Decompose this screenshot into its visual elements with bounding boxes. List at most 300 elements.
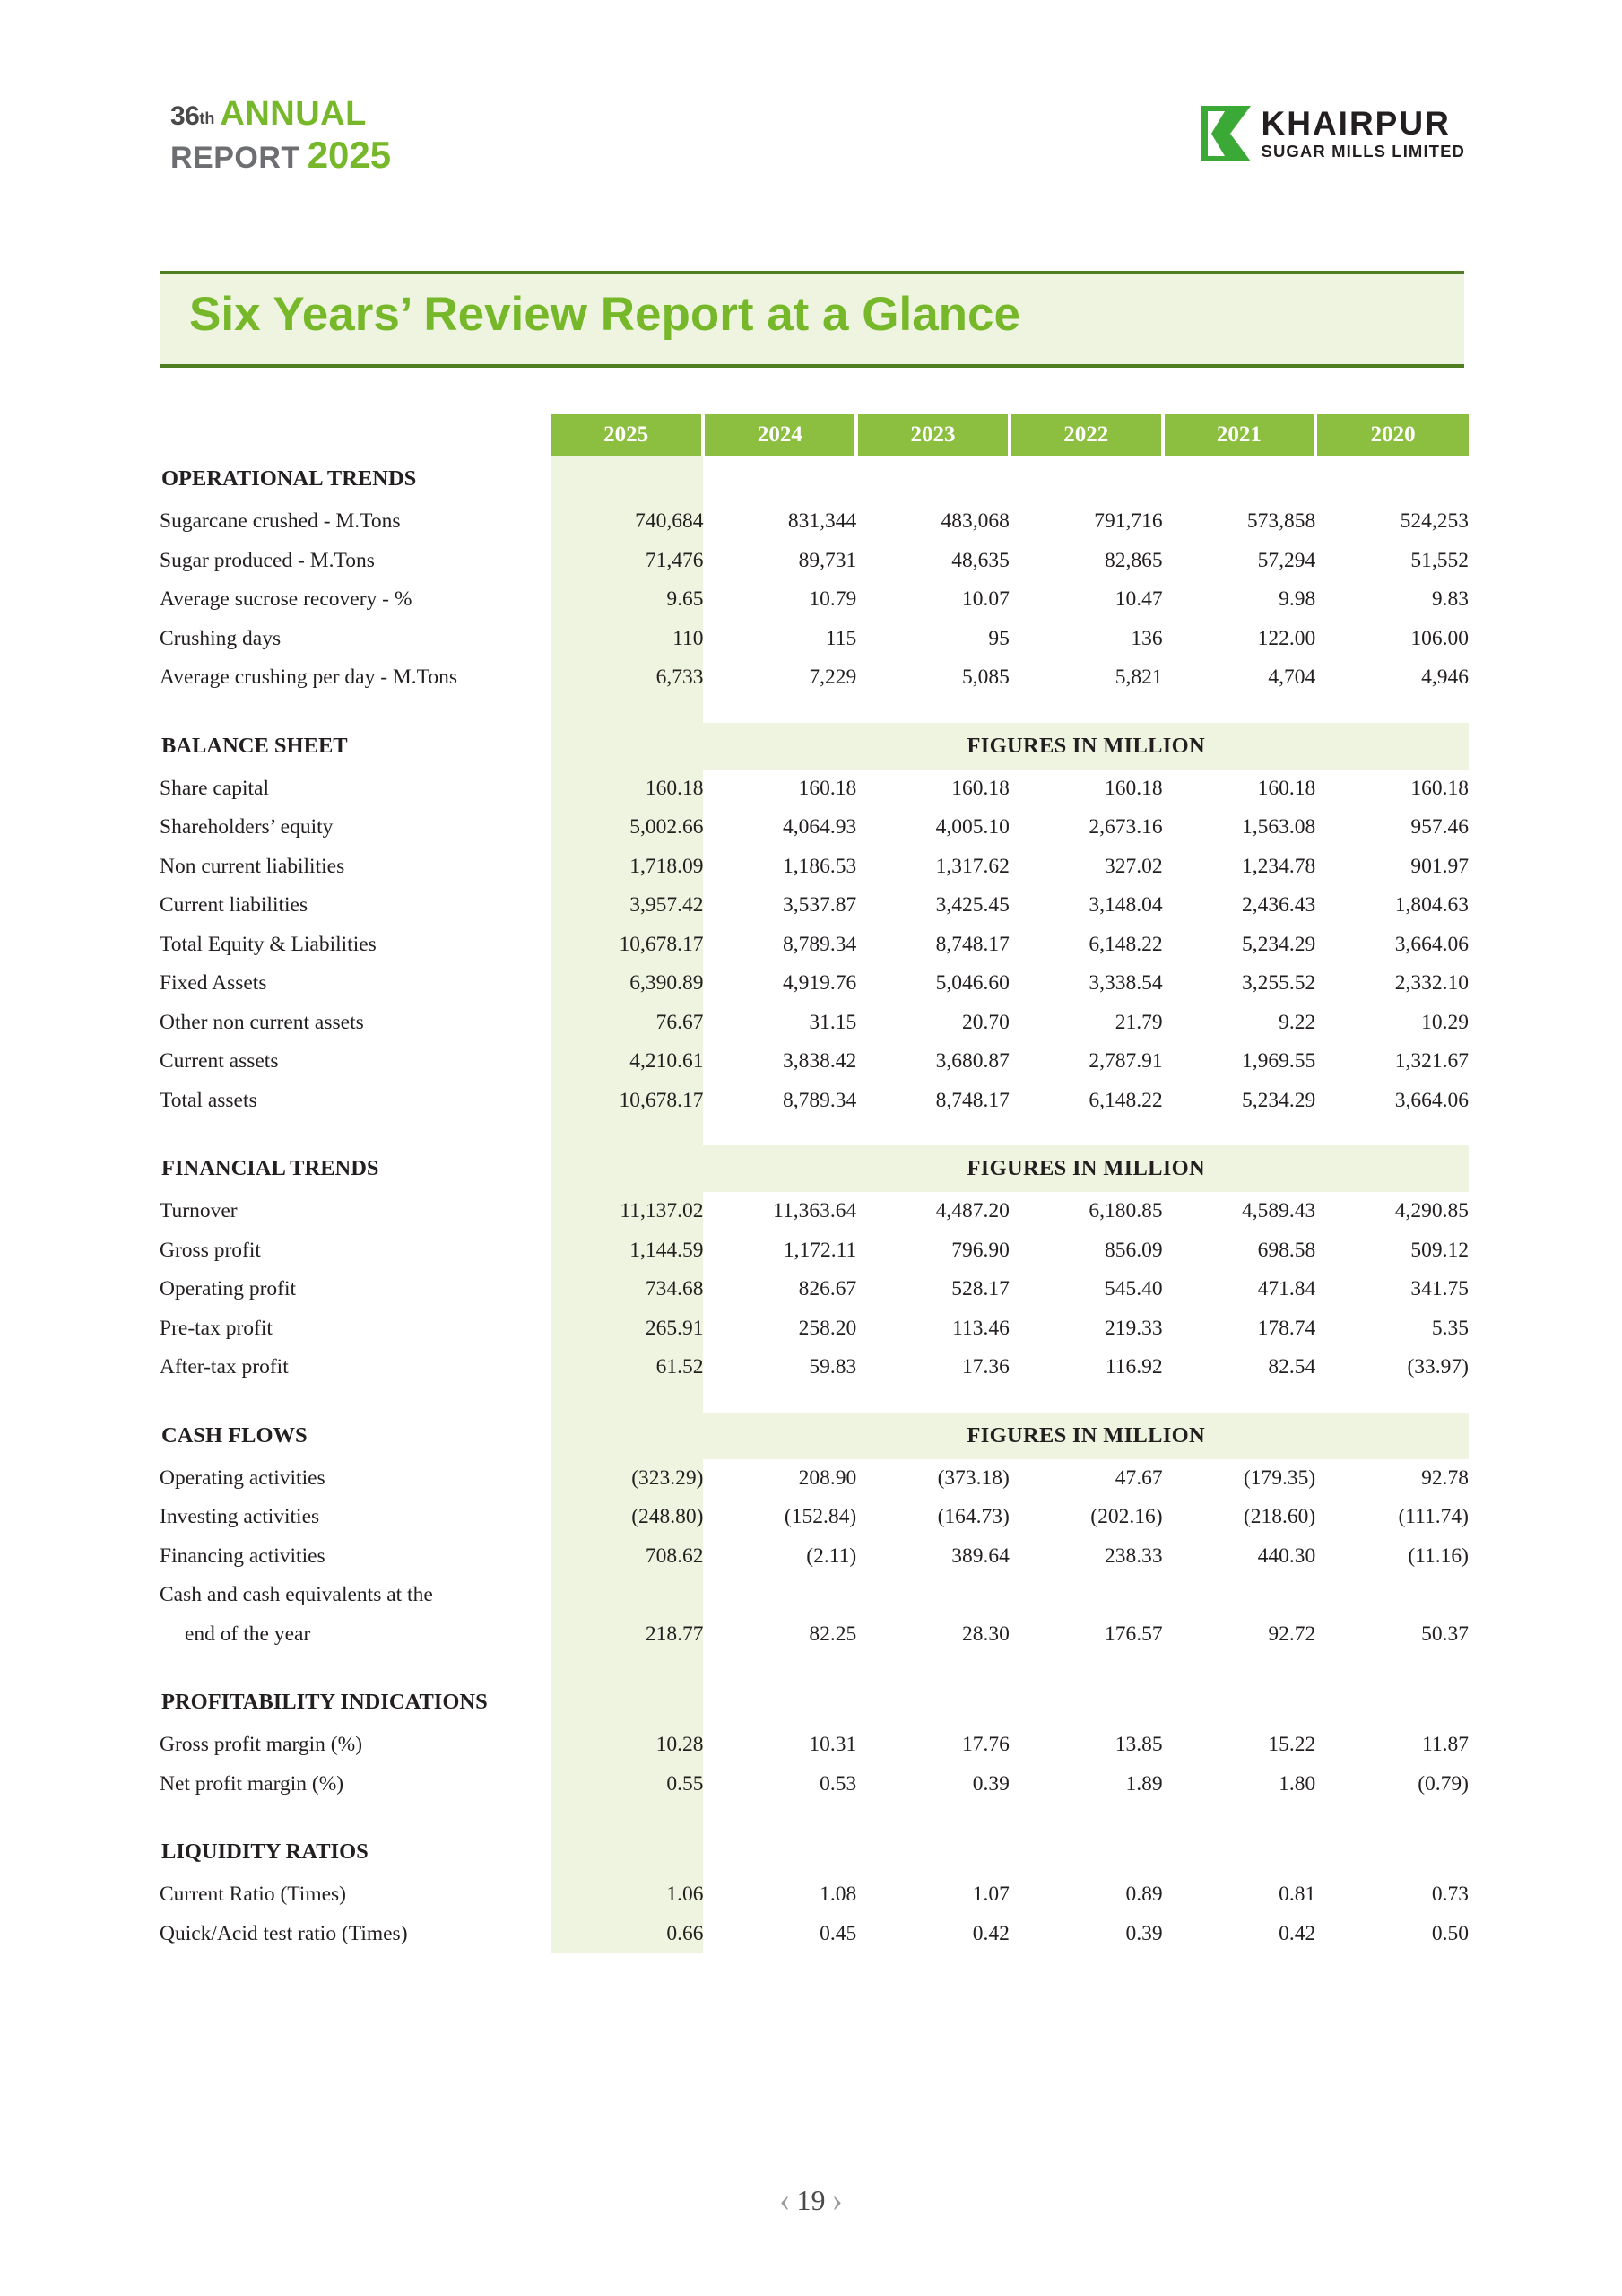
spacer-cell [1010, 698, 1163, 723]
row-value-2021: 15.22 [1268, 1733, 1316, 1756]
table-row [160, 808, 1469, 848]
spacer-cell [551, 1654, 704, 1679]
row-value-2025: 1,718.09 [551, 848, 704, 887]
spacer-cell [1315, 698, 1469, 723]
section-cell [1315, 1829, 1469, 1875]
spacer-row [160, 1120, 1469, 1145]
row-value-2021: 82.54 [1268, 1355, 1316, 1378]
brand-name: KHAIRPUR [1261, 105, 1451, 143]
row-value-2025: 218.77 [551, 1615, 704, 1655]
spacer-cell [1163, 1804, 1316, 1829]
khairpur-k-logo-icon [1201, 106, 1251, 161]
row-value-2022: 0.39 [1125, 1921, 1163, 1945]
spacer-cell [1315, 1387, 1469, 1413]
row-label: After-tax profit [160, 1355, 289, 1378]
section-cell [703, 1829, 856, 1875]
row-value-2024: 89,731 [798, 548, 857, 572]
table-row [160, 1726, 1469, 1765]
row-value-2022: 116.92 [1105, 1355, 1163, 1378]
row-label: Financing activities [160, 1544, 325, 1568]
spacer-cell [551, 1387, 704, 1413]
row-label: Non current liabilities [160, 854, 345, 878]
spacer-cell [1010, 1804, 1163, 1829]
row-value-2024: 4,919.76 [782, 971, 857, 995]
row-value-2022: 6,180.85 [1089, 1199, 1163, 1222]
row-value-2023: 3,425.45 [935, 893, 1010, 917]
row-label: Operating activities [160, 1465, 325, 1490]
row-value-2021: 1.80 [1279, 1771, 1316, 1796]
row-value-2025: 9.65 [551, 580, 704, 620]
spacer-cell [1163, 698, 1316, 723]
spacer-cell [703, 698, 856, 723]
spacer-cell [1010, 1654, 1163, 1679]
row-label: Current liabilities [160, 893, 308, 917]
row-value-2021: 0.81 [1279, 1883, 1316, 1906]
row-value-2022: 21.79 [1115, 1010, 1163, 1034]
spacer-cell [1163, 1654, 1316, 1679]
row-value-2022: 791,716 [1094, 509, 1163, 533]
table-row [160, 1042, 1469, 1082]
section-cell [1163, 1679, 1316, 1726]
row-value-2020: 92.78 [1421, 1465, 1469, 1490]
section-title-liquidity-ratios: LIQUIDITY RATIOS [161, 1839, 369, 1864]
page-number: 19 [796, 2184, 826, 2216]
spacer-cell [551, 698, 704, 723]
section-cell [1315, 1679, 1469, 1726]
row-value-2020: 901.97 [1410, 854, 1469, 878]
row-label: Investing activities [160, 1505, 320, 1528]
table-row [160, 1765, 1469, 1805]
row-value-2024: 82.25 [809, 1622, 857, 1646]
row-value-2024: 3,838.42 [782, 1049, 857, 1073]
row-value-2025: (323.29) [551, 1459, 704, 1499]
section-title-cash-flows: CASH FLOWS [161, 1422, 308, 1448]
row-value-2023: 8,748.17 [935, 1088, 1010, 1112]
brand-text [1262, 107, 1465, 161]
spacer-cell [160, 1387, 551, 1413]
row-value-2024: 208.90 [798, 1465, 857, 1490]
section-title-operational-trends: OPERATIONAL TRENDS [161, 466, 417, 491]
row-value-2022: 82,865 [1104, 548, 1163, 572]
year-header-row [160, 414, 1469, 456]
row-value-2022: 2,673.16 [1089, 815, 1163, 839]
row-value-spacer [1010, 1576, 1163, 1615]
section-header-row [160, 1829, 1469, 1875]
row-value-2021: 92.72 [1268, 1622, 1316, 1646]
spacer-row [160, 698, 1469, 723]
row-value-2020: 1,804.63 [1394, 893, 1469, 917]
row-value-2022: 13.85 [1115, 1733, 1163, 1756]
table-row [160, 1537, 1469, 1577]
row-value-2024: 7,229 [809, 665, 857, 689]
spacer-cell [703, 1120, 856, 1145]
section-cell [856, 456, 1010, 502]
section-header-row [160, 723, 1469, 770]
row-value-2020: 3,664.06 [1394, 932, 1469, 956]
row-value-2025: 10,678.17 [551, 926, 704, 965]
section-cell [551, 1413, 704, 1459]
section-cell [551, 1679, 704, 1726]
row-value-2021: 160.18 [1257, 776, 1316, 800]
row-value-2025: 6,733 [551, 658, 704, 698]
row-value-2020: 0.50 [1431, 1921, 1469, 1945]
column-header-2021: 2021 [1163, 414, 1316, 456]
table-row [160, 580, 1469, 620]
row-label: Sugar produced - M.Tons [160, 548, 375, 572]
row-value-2020: 51,552 [1410, 548, 1469, 572]
row-label: Average sucrose recovery - % [160, 587, 412, 611]
row-value-2024: 831,344 [787, 509, 857, 533]
row-value-2024: 0.45 [820, 1921, 857, 1945]
row-value-2024: 31.15 [809, 1010, 857, 1034]
row-value-2021: 1,563.08 [1242, 815, 1316, 839]
row-value-2021: 4,704 [1268, 665, 1316, 689]
spacer-cell [856, 1804, 1010, 1829]
row-value-2025: 11,137.02 [551, 1192, 704, 1231]
spacer-cell [703, 1654, 856, 1679]
row-value-2020: 4,290.85 [1394, 1199, 1469, 1222]
row-value-2021: 0.42 [1279, 1921, 1316, 1945]
row-value-2023: 28.30 [962, 1622, 1010, 1646]
row-value-2025: 740,684 [551, 502, 704, 542]
row-value-2021: 3,255.52 [1242, 971, 1316, 995]
section-cell [1163, 1829, 1316, 1875]
row-value-2024: 8,789.34 [782, 1088, 857, 1112]
row-value-2021: 2,436.43 [1242, 893, 1316, 917]
row-value-2025: 71,476 [551, 542, 704, 581]
row-value-2023: 10.07 [962, 587, 1010, 611]
table-row [160, 542, 1469, 581]
row-label: Gross profit [160, 1238, 261, 1262]
table-row [160, 886, 1469, 926]
row-value-2020: 509.12 [1410, 1238, 1469, 1262]
figures-in-million-note: FIGURES IN MILLION [703, 1145, 1469, 1192]
row-value-2023: 95 [988, 626, 1010, 650]
row-value-2020: 10.29 [1421, 1010, 1469, 1034]
column-header-2023: 2023 [856, 414, 1010, 456]
section-header-row [160, 456, 1469, 502]
spacer-cell [160, 1804, 551, 1829]
table-body [160, 456, 1469, 1953]
section-cell [1010, 1679, 1163, 1726]
section-title-profitability-indications: PROFITABILITY INDICATIONS [161, 1690, 488, 1714]
row-value-2021: 471.84 [1257, 1277, 1316, 1300]
figures-in-million-note: FIGURES IN MILLION [703, 1413, 1469, 1459]
spacer-cell [856, 1387, 1010, 1413]
spacer-cell [160, 1120, 551, 1145]
table-row [160, 1004, 1469, 1043]
row-value-2025: 6,390.89 [551, 964, 704, 1004]
spacer-cell [551, 1120, 704, 1145]
row-value-2025: 10.28 [551, 1726, 704, 1765]
page-footer [0, 2184, 1622, 2217]
row-value-2023: 17.76 [962, 1733, 1010, 1756]
table-row [160, 658, 1469, 698]
row-label: Quick/Acid test ratio (Times) [160, 1921, 408, 1945]
section-title-balance-sheet: BALANCE SHEET [161, 733, 348, 758]
section-cell [703, 1679, 856, 1726]
row-value-2021: 440.30 [1257, 1544, 1316, 1568]
row-value-2021: (179.35) [1243, 1465, 1316, 1490]
row-value-2021: 1,969.55 [1242, 1049, 1316, 1073]
section-cell [1010, 456, 1163, 502]
row-value-2021: 573,858 [1246, 509, 1316, 533]
row-value-2022: 2,787.91 [1089, 1049, 1163, 1073]
row-value-2023: 3,680.87 [935, 1049, 1010, 1073]
row-value-2025: 5,002.66 [551, 808, 704, 848]
row-value-2025: 265.91 [551, 1309, 704, 1349]
row-value-2025: 76.67 [551, 1004, 704, 1043]
row-value-2025: 1,144.59 [551, 1231, 704, 1271]
table-row [160, 1498, 1469, 1537]
row-value-2023: 5,085 [962, 665, 1010, 689]
row-value-2022: 5,821 [1115, 665, 1163, 689]
row-label: Other non current assets [160, 1010, 364, 1034]
row-label: Turnover [160, 1199, 238, 1222]
table-row [160, 1082, 1469, 1121]
section-cell [1163, 456, 1316, 502]
row-value-2024: 826.67 [798, 1277, 857, 1300]
section-title-financial-trends: FINANCIAL TRENDS [161, 1156, 379, 1180]
row-value-2020: 160.18 [1410, 776, 1469, 800]
row-value-2023: 796.90 [951, 1238, 1010, 1262]
table-row [160, 1270, 1469, 1309]
row-value-2023: 1,317.62 [935, 854, 1010, 878]
column-header-2024: 2024 [703, 414, 856, 456]
section-cell [856, 1829, 1010, 1875]
row-value-2024: 10.31 [809, 1733, 857, 1756]
row-value-2021: 5,234.29 [1242, 1088, 1316, 1112]
row-value-2020: 341.75 [1410, 1277, 1469, 1300]
row-value-2021: 178.74 [1257, 1316, 1316, 1340]
row-value-2023: 4,487.20 [935, 1199, 1010, 1222]
row-label: Pre-tax profit [160, 1316, 273, 1340]
section-cell [703, 456, 856, 502]
spacer-cell [1315, 1654, 1469, 1679]
row-value-2023: 0.42 [972, 1921, 1010, 1945]
row-value-2020: 3,664.06 [1394, 1088, 1469, 1112]
row-value-2020: 50.37 [1421, 1622, 1469, 1646]
row-value-spacer [1163, 1576, 1316, 1615]
row-value-2023: 113.46 [952, 1316, 1010, 1340]
row-value-2022: 545.40 [1104, 1277, 1163, 1300]
row-value-2021: 4,589.43 [1242, 1199, 1316, 1222]
row-value-2023: 0.39 [972, 1771, 1010, 1796]
row-value-2025: 1.06 [551, 1875, 704, 1915]
row-label: Average crushing per day - M.Tons [160, 665, 458, 689]
report-ordinal: th [199, 109, 215, 127]
row-value-2023: 17.36 [962, 1355, 1010, 1378]
spacer-cell [1163, 1387, 1316, 1413]
annual-report-mark [170, 97, 391, 174]
row-value-2021: 698.58 [1257, 1238, 1316, 1262]
row-value-2023: 4,005.10 [935, 815, 1010, 839]
table-row [160, 1576, 1469, 1615]
column-header-2020: 2020 [1315, 414, 1469, 456]
table-row [160, 1615, 1469, 1655]
section-cell [551, 723, 704, 770]
page-number-group [779, 2184, 843, 2217]
row-label: Operating profit [160, 1277, 297, 1300]
row-value-2025: 110 [551, 620, 704, 659]
row-value-2020: 5.35 [1431, 1316, 1469, 1340]
table-row [160, 1915, 1469, 1954]
row-label: Shareholders’ equity [160, 815, 334, 839]
spacer-cell [1315, 1120, 1469, 1145]
row-value-2020: (0.79) [1418, 1771, 1469, 1796]
row-value-2025: 0.55 [551, 1765, 704, 1805]
column-header-2025: 2025 [551, 414, 704, 456]
row-value-2025: 160.18 [551, 770, 704, 809]
row-value-2024: 3,537.87 [782, 893, 857, 917]
row-value-2025: (248.80) [551, 1498, 704, 1537]
row-value-2023: 389.64 [951, 1544, 1010, 1568]
report-number: 36 [170, 101, 200, 131]
row-value-2022: 3,148.04 [1089, 893, 1163, 917]
table-row [160, 1231, 1469, 1271]
row-value-2024: 59.83 [809, 1355, 857, 1378]
row-value-2023: 528.17 [951, 1277, 1010, 1300]
row-value-2023: 160.18 [951, 776, 1010, 800]
row-value-2022: 327.02 [1104, 854, 1163, 878]
row-value-2024: 11,363.64 [773, 1199, 857, 1222]
table-row [160, 848, 1469, 887]
page-title-band [160, 271, 1464, 368]
row-value-2024: 1,186.53 [782, 854, 857, 878]
row-value-2022: 10.47 [1115, 587, 1163, 611]
row-value-2022: 0.89 [1125, 1883, 1163, 1906]
row-value-2022: 238.33 [1104, 1544, 1163, 1568]
row-value-2023: 5,046.60 [935, 971, 1010, 995]
row-value-2023: 8,748.17 [935, 932, 1010, 956]
row-value-2024: 1.08 [820, 1883, 857, 1906]
row-value-2020: (11.16) [1408, 1544, 1469, 1568]
row-value-2024: 4,064.93 [782, 815, 857, 839]
row-value-spacer [703, 1576, 856, 1615]
row-value-2023: (164.73) [937, 1505, 1010, 1528]
spacer-cell [551, 1804, 704, 1829]
row-value-2022: 3,338.54 [1089, 971, 1163, 995]
row-value-2020: 1,321.67 [1394, 1049, 1469, 1073]
row-value-2022: 856.09 [1104, 1238, 1163, 1262]
row-value-2022: 136 [1131, 626, 1163, 650]
row-value-2022: (202.16) [1090, 1505, 1163, 1528]
spacer-cell [856, 1120, 1010, 1145]
table-row [160, 1348, 1469, 1387]
row-value-2023: (373.18) [937, 1465, 1010, 1490]
row-value-2020: 524,253 [1400, 509, 1469, 533]
row-value-2023: 1.07 [972, 1883, 1010, 1906]
row-label: Current Ratio (Times) [160, 1883, 347, 1906]
spacer-cell [1315, 1804, 1469, 1829]
row-label: Current assets [160, 1049, 279, 1073]
row-value-2024: (152.84) [784, 1505, 857, 1528]
row-value-2022: 47.67 [1115, 1465, 1163, 1490]
row-value-2021: 57,294 [1257, 548, 1316, 572]
spacer-cell [1010, 1120, 1163, 1145]
row-value-2025: 4,210.61 [551, 1042, 704, 1082]
spacer-cell [1010, 1387, 1163, 1413]
row-value-2021: (218.60) [1243, 1505, 1316, 1528]
table-row [160, 770, 1469, 809]
chevron-left-icon: ‹ [779, 2182, 791, 2219]
row-label: Gross profit margin (%) [160, 1733, 363, 1756]
brand-subtitle: SUGAR MILLS LIMITED [1261, 142, 1465, 161]
spacer-cell [856, 698, 1010, 723]
table-row [160, 1309, 1469, 1349]
row-value-2025: 0.66 [551, 1915, 704, 1954]
row-label: Crushing days [160, 626, 282, 650]
report-label: REPORT [170, 141, 300, 175]
section-header-row [160, 1679, 1469, 1726]
row-value-spacer [1315, 1576, 1469, 1615]
spacer-cell [703, 1804, 856, 1829]
row-value-2025: 10,678.17 [551, 1082, 704, 1121]
spacer-row [160, 1654, 1469, 1679]
figures-in-million-note: FIGURES IN MILLION [703, 723, 1469, 770]
row-value-2022: 160.18 [1104, 776, 1163, 800]
row-value-2024: 10.79 [809, 587, 857, 611]
row-value-2021: 1,234.78 [1242, 854, 1316, 878]
table-row [160, 1459, 1469, 1499]
row-value-2021: 5,234.29 [1242, 932, 1316, 956]
row-value-2020: 4,946 [1421, 665, 1469, 689]
report-year: 2025 [307, 134, 392, 176]
row-label-continuation: end of the year [185, 1622, 311, 1646]
row-value-2022: 6,148.22 [1089, 932, 1163, 956]
section-cell [1010, 1829, 1163, 1875]
row-value-2023: 20.70 [962, 1010, 1010, 1034]
table-row [160, 1875, 1469, 1915]
table-row [160, 1192, 1469, 1231]
section-cell [551, 456, 704, 502]
row-value-2021: 9.98 [1279, 587, 1316, 611]
page-header [0, 97, 1622, 196]
row-value-2021: 122.00 [1257, 626, 1316, 650]
row-label: Net profit margin (%) [160, 1771, 344, 1796]
row-value-2023: 483,068 [941, 509, 1010, 533]
row-value-2020: 2,332.10 [1394, 971, 1469, 995]
table-row [160, 502, 1469, 542]
page-title: Six Years’ Review Report at a Glance [189, 288, 1021, 341]
row-label-line2 [160, 1615, 551, 1655]
section-cell [551, 1829, 704, 1875]
row-value-2020: (33.97) [1407, 1355, 1469, 1378]
row-value-2022: 219.33 [1104, 1316, 1163, 1340]
spacer-row [160, 1804, 1469, 1829]
row-value-2022: 6,148.22 [1089, 1088, 1163, 1112]
row-value-2025: 708.62 [551, 1537, 704, 1577]
row-value-2020: 106.00 [1410, 626, 1469, 650]
row-value-2024: (2.11) [806, 1544, 857, 1568]
table-row [160, 964, 1469, 1004]
six-years-review-table-wrap [160, 414, 1469, 1953]
row-value-2020: 9.83 [1431, 587, 1469, 611]
row-value-2021: 9.22 [1279, 1010, 1316, 1034]
row-value-2024: 258.20 [798, 1316, 857, 1340]
table-head [160, 414, 1469, 456]
row-value-2022: 1.89 [1125, 1771, 1163, 1796]
table-row [160, 926, 1469, 965]
section-cell [1315, 456, 1469, 502]
row-label-line1: Cash and cash equivalents at the [160, 1583, 433, 1606]
row-value-spacer [856, 1576, 1010, 1615]
six-years-review-table [160, 414, 1469, 1953]
section-header-row [160, 1413, 1469, 1459]
row-value-2024: 0.53 [820, 1771, 857, 1796]
chevron-right-icon: › [831, 2182, 843, 2219]
row-value-2020: 957.46 [1410, 815, 1469, 839]
